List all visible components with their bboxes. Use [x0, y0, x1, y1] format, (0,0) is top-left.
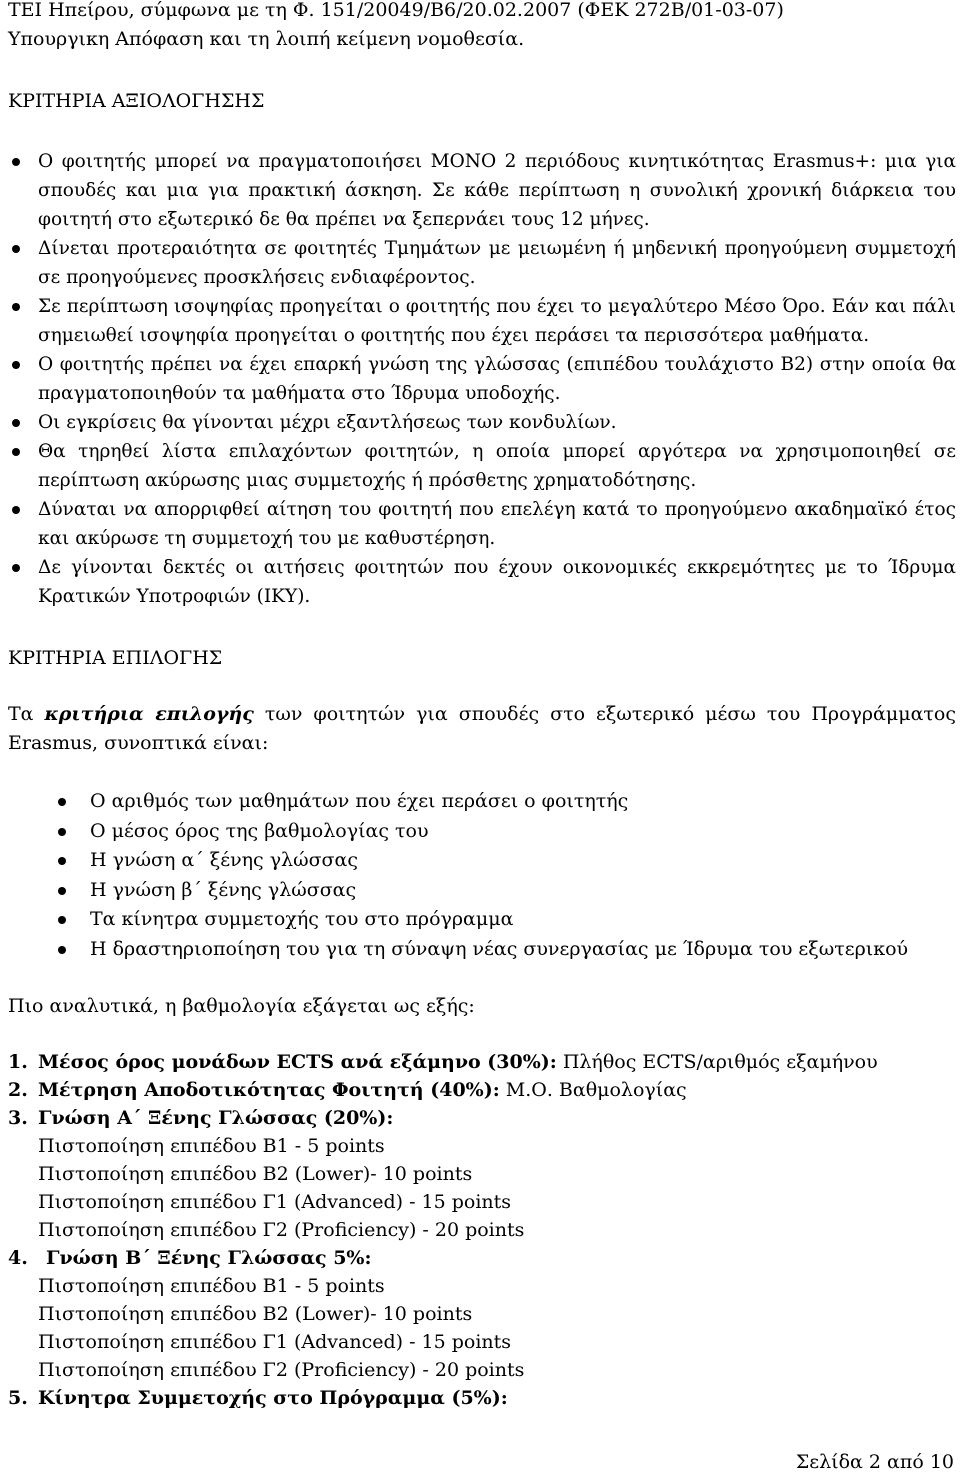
- scoring-item-title: Γνώση Β΄ Ξένης Γλώσσας 5%:: [46, 1247, 372, 1269]
- scoring-item: 5. Κίνητρα Συμμετοχής στο Πρόγραμμα (5%):: [8, 1387, 508, 1409]
- list-item: Η γνώση α΄ ξένης γλώσσας: [8, 846, 956, 876]
- list-item: Σε περίπτωση ισοψηφίας προηγείται ο φοιτητής που έχει το μεγαλύτερο Μέσο Όρο. Εάν και πάλι σημειωθεί ισοψηφία προηγείται ο φοιτητής που έχει περάσει τα περισσότερα μαθήματα.: [8, 292, 956, 350]
- list-item: Δύναται να απορριφθεί αίτηση του φοιτητή που επελέγη κατά το προηγούμενο ακαδημαϊκό έτος και ακύρωσε τη συμμετοχή του με καθυστέρηση.: [8, 495, 956, 553]
- scoring-subitem: Πιστοποίηση επιπέδου Γ1 (Advanced) - 15 points: [38, 1191, 512, 1213]
- selection-list: [8, 787, 956, 964]
- bullet-icon: [12, 506, 20, 514]
- bullet-icon: [58, 857, 66, 865]
- scoring-item-title: Κίνητρα Συμμετοχής στο Πρόγραμμα (5%):: [38, 1387, 508, 1409]
- bullet-icon: [12, 158, 20, 166]
- scoring-item: 3. Γνώση Α΄ Ξένης Γλώσσας (20%): Πιστοποίηση επιπέδου Β1 - 5 points Πιστοποίηση επιπέδου Β2 (Lower)- 10 points Πιστοποίηση επιπέδου Γ1 (Advanced) - 15 points Πιστοποίηση επιπέδου Γ2 (Proficiency) - 20 points: [8, 1104, 956, 1244]
- scoring-item-title: Μέσος όρος μονάδων ECTS ανά εξάμηνο (30%):: [38, 1051, 557, 1073]
- selection-intro: Τα κριτήρια επιλογής των φοιτητών για σπουδές στο εξωτερικό μέσω του Προγράμματος Erasmus, συνοπτικά είναι:: [8, 703, 957, 754]
- list-item: Η δραστηριοποίηση του για τη σύναψη νέας συνεργασίας με Ίδρυμα του εξωτερικού: [8, 935, 956, 965]
- list-item: Θα τηρηθεί λίστα επιλαχόντων φοιτητών, η οποία μπορεί αργότερα να χρησιμοποιηθεί σε περίπτωση ακύρωσης μιας συμμετοχής ή πρόσθετης χρηματοδότησης.: [8, 437, 956, 495]
- list-item: Ο φοιτητής πρέπει να έχει επαρκή γνώση της γλώσσας (επιπέδου τουλάχιστο Β2) στην οποία θα πραγματοποιηθούν τα μαθήματα στο Ίδρυμα υποδοχής.: [8, 350, 956, 408]
- bullet-icon: [12, 448, 20, 456]
- scoring-subitem: Πιστοποίηση επιπέδου Γ1 (Advanced) - 15 points: [38, 1331, 512, 1353]
- scoring-item: 2. Μέτρηση Αποδοτικότητας Φοιτητή (40%): Μ.Ο. Βαθμολογίας: [8, 1079, 687, 1101]
- evaluation-heading: ΚΡΙΤΗΡΙΑ ΑΞΙΟΛΟΓΗΣΗΣ: [8, 90, 265, 112]
- list-item: Ο μέσος όρος της βαθμολογίας του: [8, 817, 956, 847]
- bullet-icon: [58, 887, 66, 895]
- scoring-intro: Πιο αναλυτικά, η βαθμολογία εξάγεται ως εξής:: [8, 995, 475, 1017]
- bullet-icon: [12, 419, 20, 427]
- list-item: Δίνεται προτεραιότητα σε φοιτητές Τμημάτων με μειωμένη ή μηδενική προηγούμενη συμμετοχή σε προηγούμενες προσκλήσεις ενδιαφέροντος.: [8, 234, 956, 292]
- bullet-icon: [12, 564, 20, 572]
- bullet-icon: [12, 361, 20, 369]
- selection-heading: ΚΡΙΤΗΡΙΑ ΕΠΙΛΟΓΗΣ: [8, 647, 223, 669]
- evaluation-list: [8, 147, 956, 611]
- list-item: Δε γίνονται δεκτές οι αιτήσεις φοιτητών που έχουν οικονομικές εκκρεμότητες με το Ίδρυμα Κρατικών Υποτροφιών (ΙΚΥ).: [8, 553, 956, 611]
- list-item: Ο φοιτητής μπορεί να πραγματοποιήσει ΜΟΝΟ 2 περιόδους κινητικότητας Erasmus+: μια για σπουδές και μια για πρακτική άσκηση. Σε κάθε περίπτωση η συνολική χρονική διάρκεια του φοιτητή στο εξωτερικό δε θα πρέπει να ξεπερνάει τους 12 μήνες.: [8, 147, 956, 234]
- bullet-icon: [58, 828, 66, 836]
- scoring-list: [8, 1048, 956, 1412]
- selection-intro-emphasis: κριτήρια επιλογής: [44, 703, 254, 725]
- scoring-item: 1. Μέσος όρος μονάδων ECTS ανά εξάμηνο (30%): Πλήθος ECTS/αριθμός εξαμήνου: [8, 1051, 878, 1073]
- scoring-item-title: Μέτρηση Αποδοτικότητας Φοιτητή (40%):: [38, 1079, 500, 1101]
- bullet-icon: [58, 916, 66, 924]
- bullet-icon: [12, 245, 20, 253]
- bullet-icon: [58, 798, 66, 806]
- bullet-icon: [58, 946, 66, 954]
- bullet-icon: [12, 303, 20, 311]
- scoring-item-title: Γνώση Α΄ Ξένης Γλώσσας (20%):: [38, 1107, 394, 1129]
- scoring-subitem: Πιστοποίηση επιπέδου Β2 (Lower)- 10 points: [38, 1163, 473, 1185]
- scoring-subitem: Πιστοποίηση επιπέδου Β2 (Lower)- 10 points: [38, 1303, 473, 1325]
- intro-line-2: Υπουργικη Απόφαση και τη λοιπή κείμενη νομοθεσία.: [8, 28, 525, 50]
- list-item: Οι εγκρίσεις θα γίνονται μέχρι εξαντλήσεως των κονδυλίων.: [8, 408, 956, 437]
- scoring-subitem: Πιστοποίηση επιπέδου Γ2 (Proficiency) - 20 points: [38, 1359, 525, 1381]
- list-item: Τα κίνητρα συμμετοχής του στο πρόγραμμα: [8, 905, 956, 935]
- scoring-subitem: Πιστοποίηση επιπέδου Γ2 (Proficiency) - 20 points: [38, 1219, 525, 1241]
- scoring-subitem: Πιστοποίηση επιπέδου Β1 - 5 points: [38, 1135, 385, 1157]
- page-number: Σελίδα 2 από 10: [795, 1451, 954, 1473]
- scoring-subitem: Πιστοποίηση επιπέδου Β1 - 5 points: [38, 1275, 385, 1297]
- intro-line-1: ΤΕΙ Ηπείρου, σύμφωνα με τη Φ. 151/20049/Β6/20.02.2007 (ΦΕΚ 272Β/01-03-07): [8, 0, 784, 21]
- scoring-item: 4. Γνώση Β΄ Ξένης Γλώσσας 5%: Πιστοποίηση επιπέδου Β1 - 5 points Πιστοποίηση επιπέδου Β2 (Lower)- 10 points Πιστοποίηση επιπέδου Γ1 (Advanced) - 15 points Πιστοποίηση επιπέδου Γ2 (Proficiency) - 20 points: [8, 1244, 956, 1384]
- document-page: [8, 0, 956, 1412]
- list-item: Η γνώση β΄ ξένης γλώσσας: [8, 876, 956, 906]
- list-item: Ο αριθμός των μαθημάτων που έχει περάσει ο φοιτητής: [8, 787, 956, 817]
